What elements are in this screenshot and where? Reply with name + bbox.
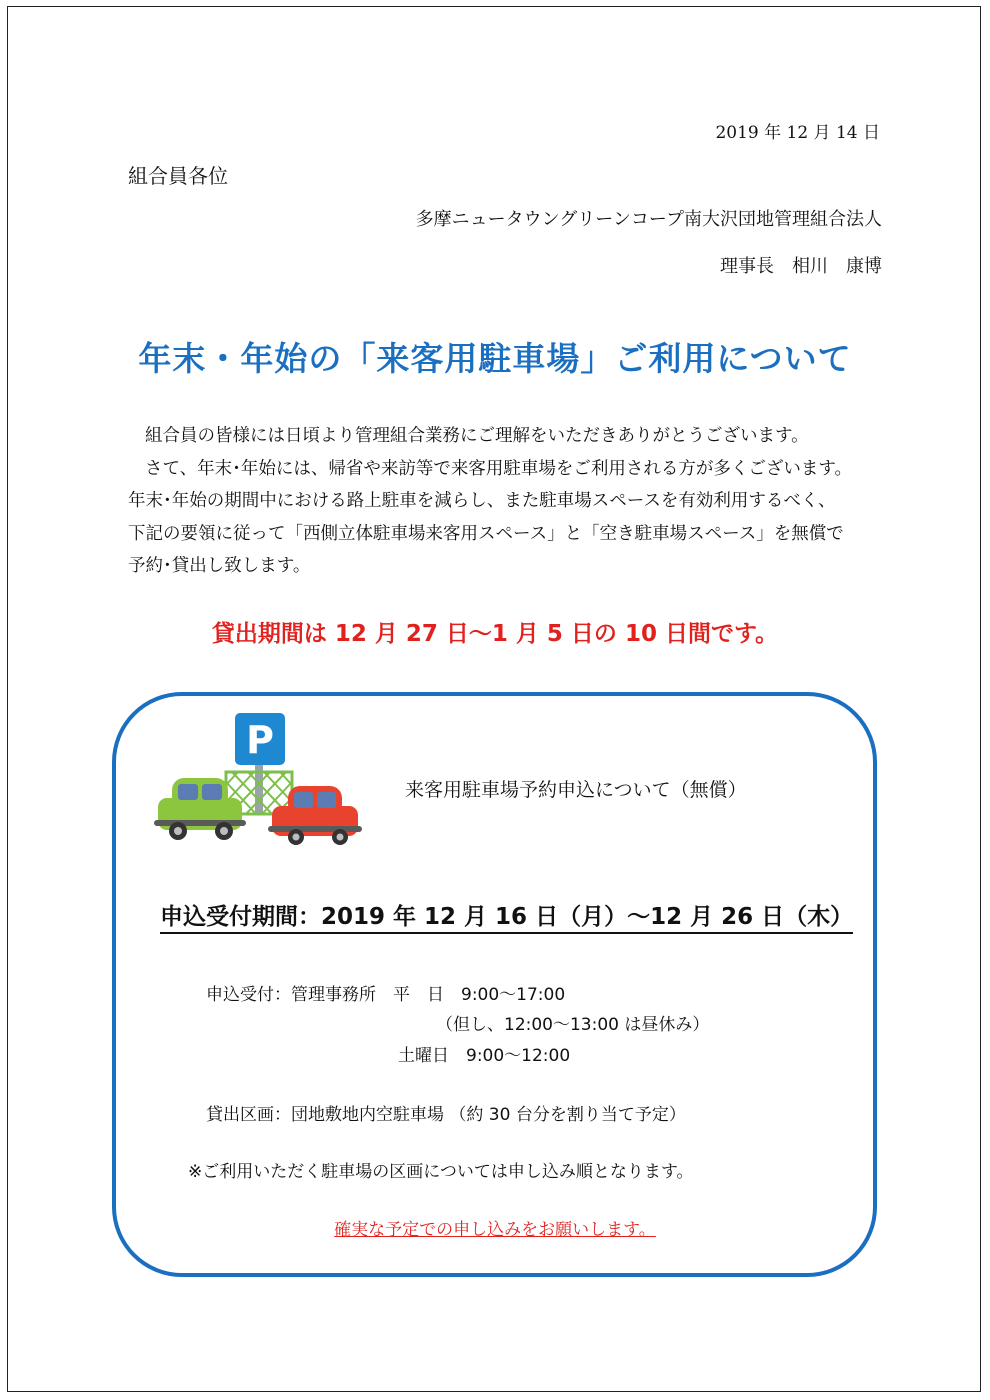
saturday-hours: 土曜日 9:00～12:00 [398,1046,571,1066]
application-period: 申込受付期間：2019 年 12 月 16 日（月）～12 月 26 日（木） [160,898,853,934]
lunch-break-note: （但し、12:00～13:00 は昼休み） [436,1015,710,1035]
sender-name: 理事長 相川 康博 [720,256,882,277]
document-date: 2019 年 12 月 14 日 [715,123,880,143]
closing-request: 確実な予定での申し込みをお願いします。 [334,1220,656,1240]
body-paragraph: 年末･年始の期間中における路上駐車を減らし、また駐車場スペースを有効利用するべく、 [128,491,836,511]
body-paragraph: さて、年末･年始には、帰省や来訪等で来客用駐車場をご利用される方が多くございます。 [145,458,852,479]
sender-organization: 多摩ニュータウングリーンコープ南大沢団地管理組合法人 [415,209,882,230]
parking-sign-letter: P [246,718,274,762]
body-paragraph: 予約･貸出し致します。 [128,556,311,576]
lending-period-highlight: 貸出期間は 12 月 27 日～1 月 5 日の 10 日間です。 [211,621,779,647]
allocation-note: ※ご利用いただく駐車場の区画については申し込み順となります。 [188,1162,694,1182]
notice-title: 年末・年始の「来客用駐車場」ご利用について [138,339,852,378]
body-paragraph: 組合員の皆様には日頃より管理組合業務にご理解をいただきありがとうございます。 [145,426,809,446]
red-car-icon [268,786,362,845]
lending-area: 貸出区画：団地敷地内空駐車場 （約 30 台分を割り当て予定） [206,1105,686,1125]
parking-lot-illustration [150,710,365,845]
body-text [128,420,888,583]
body-paragraph: 下記の要領に従って「西側立体駐車場来客用スペース」と「空き駐車場スペース」を無償で [128,523,844,544]
box-heading: 来客用駐車場予約申込について（無償） [405,779,747,801]
addressee: 組合員各位 [128,164,228,188]
reception-hours: 申込受付：管理事務所 平 日 9:00～17:00 [206,985,566,1005]
